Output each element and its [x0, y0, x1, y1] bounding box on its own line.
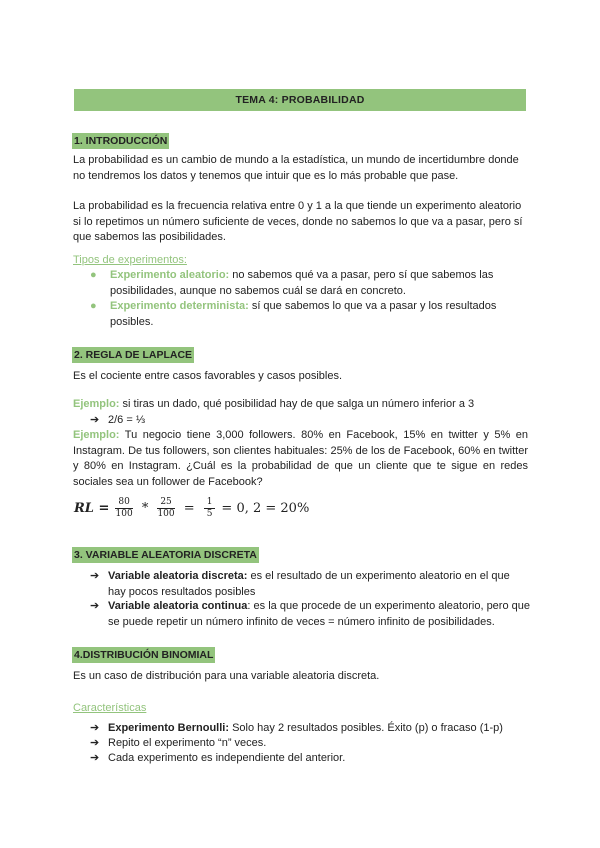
arrow-icon: ➔: [90, 570, 100, 582]
fraction-denominator: 100: [157, 508, 175, 519]
fraction: [157, 497, 174, 520]
formula-lhs: RL =: [74, 500, 110, 516]
fraction: [204, 497, 216, 520]
list-item: [90, 268, 530, 299]
arrow-icon: ➔: [90, 752, 100, 764]
list-item-term: Experimento aleatorio:: [110, 269, 230, 281]
fraction-numerator: 80: [115, 497, 132, 509]
section-2-paragraph-1: Es el cociente entre casos favorables y casos posibles.: [73, 370, 343, 382]
section-1-paragraph-1: La probabilidad es un cambio de mundo a la estadística, un mundo de incertidumbre donde no tendremos los datos y tenemos que intuir que es lo más probable que pase.: [73, 154, 519, 182]
experiment-types-label: Tipos de experimentos:: [73, 254, 187, 266]
list-item-text: no sabemos qué va a pasar, pero sí que sabemos las posibilidades, aunque no sabemos cuál se dará en concreto.: [110, 269, 494, 297]
fraction-denominator: 100: [115, 508, 133, 519]
document-title: [74, 89, 526, 111]
section-1-heading: 1. INTRODUCCIÓN: [74, 135, 168, 147]
section-4-paragraph-1: Es un caso de distribución para una variable aleatoria discreta.: [73, 670, 380, 682]
example-text: Tu negocio tiene 3,000 followers. 80% en Facebook, 15% en twitter y 5% en Instagram. De tus followers, son clientes habituales: 25% de los de Facebook, 60% en twitter y 80% en Instagram. ¿Cuál es la probabilidad de que un cliente que te sigue en redes sociales sea un follower de Facebook?: [73, 429, 528, 488]
list-item-term: Experimento Bernoulli:: [108, 722, 230, 734]
arrow-icon: ➔: [90, 414, 100, 426]
list-item: [90, 736, 530, 752]
fraction-denominator: 5: [206, 508, 213, 519]
example-label: Ejemplo:: [73, 429, 120, 441]
section-4-heading: 4.DISTRIBUCIÓN BINOMIAL: [74, 649, 214, 661]
list-item-term: Variable aleatoria continua: [108, 600, 248, 612]
bullet-icon: ●: [90, 300, 97, 312]
fraction-numerator: 1: [204, 497, 216, 509]
example-1: [73, 397, 528, 413]
list-item-term: Experimento determinista:: [110, 300, 249, 312]
document-title-text: TEMA 4: PROBABILIDAD: [235, 94, 365, 106]
formula-operator: =: [183, 500, 195, 516]
formula-operator: *: [141, 500, 149, 516]
list-item-text: : es la que procede de un experimento aleatorio, pero que se puede repetir un número infinito de veces = número infinito de posibilidades.: [108, 600, 530, 628]
example-label: Ejemplo:: [73, 398, 120, 410]
arrow-icon: ➔: [90, 722, 100, 734]
formula-rhs: = 0, 2 = 20%: [221, 500, 310, 516]
list-item-text: Repito el experimento “n” veces.: [108, 737, 267, 749]
example-1-result: [90, 413, 530, 429]
list-item: [90, 599, 530, 630]
arrow-icon: ➔: [90, 737, 100, 749]
list-item-text: Solo hay 2 resultados posibles. Éxito (p) o fracaso (1-p): [229, 722, 503, 734]
list-item-text: Cada experimento es independiente del anterior.: [108, 752, 346, 764]
example-text: si tiras un dado, qué posibilidad hay de que salga un número inferior a 3: [119, 398, 475, 410]
example-2: [73, 428, 528, 490]
list-item-text: es el resultado de un experimento aleatorio en el que hay pocos resultados posibles: [108, 570, 510, 598]
characteristics-label: Características: [73, 702, 147, 714]
list-item: [90, 721, 530, 737]
fraction: [115, 497, 132, 520]
section-2-heading: 2. REGLA DE LAPLACE: [74, 349, 193, 361]
section-3-heading: 3. VARIABLE ALEATORIA DISCRETA: [74, 549, 257, 561]
list-item-term: Variable aleatoria discreta:: [108, 570, 248, 582]
list-item-text: sí que sabemos lo que va a pasar y los resultados posibles.: [110, 300, 497, 328]
arrow-icon: ➔: [90, 600, 100, 612]
example-result-text: 2/6 = ⅓: [108, 414, 146, 426]
fraction-numerator: 25: [157, 497, 174, 509]
list-item: [90, 569, 530, 600]
bullet-icon: ●: [90, 269, 97, 281]
list-item: [90, 299, 530, 330]
list-item: [90, 751, 530, 767]
section-1-paragraph-2: La probabilidad es la frecuencia relativa entre 0 y 1 a la que tiende un experimento aleatorio si lo repetimos un número suficiente de veces, donde no sabemos lo que va a pasar, pero sí que sabemos las posibilidades.: [73, 200, 523, 243]
laplace-formula: [74, 490, 309, 526]
